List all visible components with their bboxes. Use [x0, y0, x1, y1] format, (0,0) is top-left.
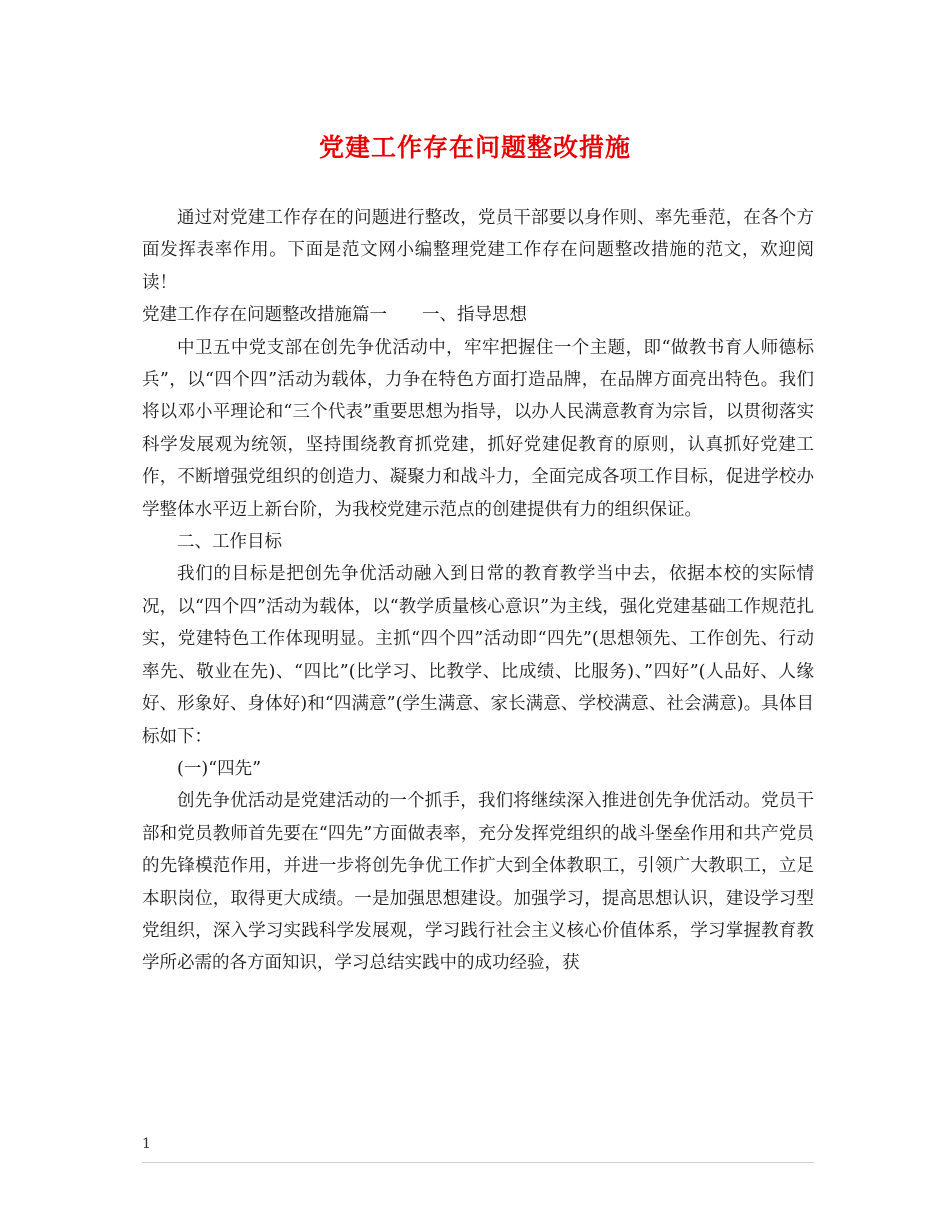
section-heading-work-goals: 二、工作目标 — [177, 532, 282, 553]
paragraph-four-firsts: 创先争优活动是党建活动的一个抓手，我们将继续深入推进创先争优活动。党员干部和党员教师首先要在“四先”方面做表率，充分发挥党组织的战斗堡垒作用和共产党员的先锋模范作用，并进一步将创先争优工作扩大到全体教职工，引领广大教职工，立足本职岗位，取得更大成绩。一是加强思想建设。加强学习，提高思想认识，建设学习型党组织，深入学习实践科学发展观，学习践行社会主义核心价值体系，学习掌握教育教学所必需的各方面知识，学习总结实践中的成功经验，获 — [142, 791, 814, 974]
document-title: 党建工作存在问题整改措施 — [318, 133, 631, 162]
subsection-heading-four-firsts: (一)“四先” — [177, 758, 262, 779]
document-body — [142, 202, 814, 980]
page-number: 1 — [142, 1136, 151, 1152]
paragraph-guiding-ideology: 中卫五中党支部在创先争优活动中，牢牢把握住一个主题，即“做教书育人师德标兵”，以“四个四”活动为载体，力争在特色方面打造品牌，在品牌方面亮出特色。我们将以邓小平理论和“三个代表”重要思想为指导，以办人民满意教育为宗旨，以贯彻落实科学发展观为统领，坚持围绕教育抓党建，抓好党建促教育的原则，认真抓好党建工作，不断增强党组织的创造力、凝聚力和战斗力，全面完成各项工作目标，促进学校办学整体水平迈上新台阶，为我校党建示范点的创建提供有力的组织保证。 — [142, 337, 814, 520]
paragraph-intro: 通过对党建工作存在的问题进行整改，党员干部要以身作则、率先垂范，在各个方面发挥表率作用。下面是范文网小编整理党建工作存在问题整改措施的范文，欢迎阅读！ — [142, 208, 814, 293]
section-heading-guiding-ideology: 党建工作存在问题整改措施篇一 一、指导思想 — [142, 305, 527, 326]
footer-divider — [142, 1162, 814, 1163]
paragraph-work-goals: 我们的目标是把创先争优活动融入到日常的教育教学当中去，依据本校的实际情况，以“四个四”活动为载体，以“教学质量核心意识”为主线，强化党建基础工作规范扎实，党建特色工作体现明显。主抓“四个四”活动即“四先”(思想领先、工作创先、行动率先、敬业在先)、“四比”(比学习、比教学、比成绩、比服务)、”四好”(人品好、人缘好、形象好、身体好)和“四满意”(学生满意、家长满意、学校满意、社会满意)。具体目标如下： — [142, 564, 814, 747]
